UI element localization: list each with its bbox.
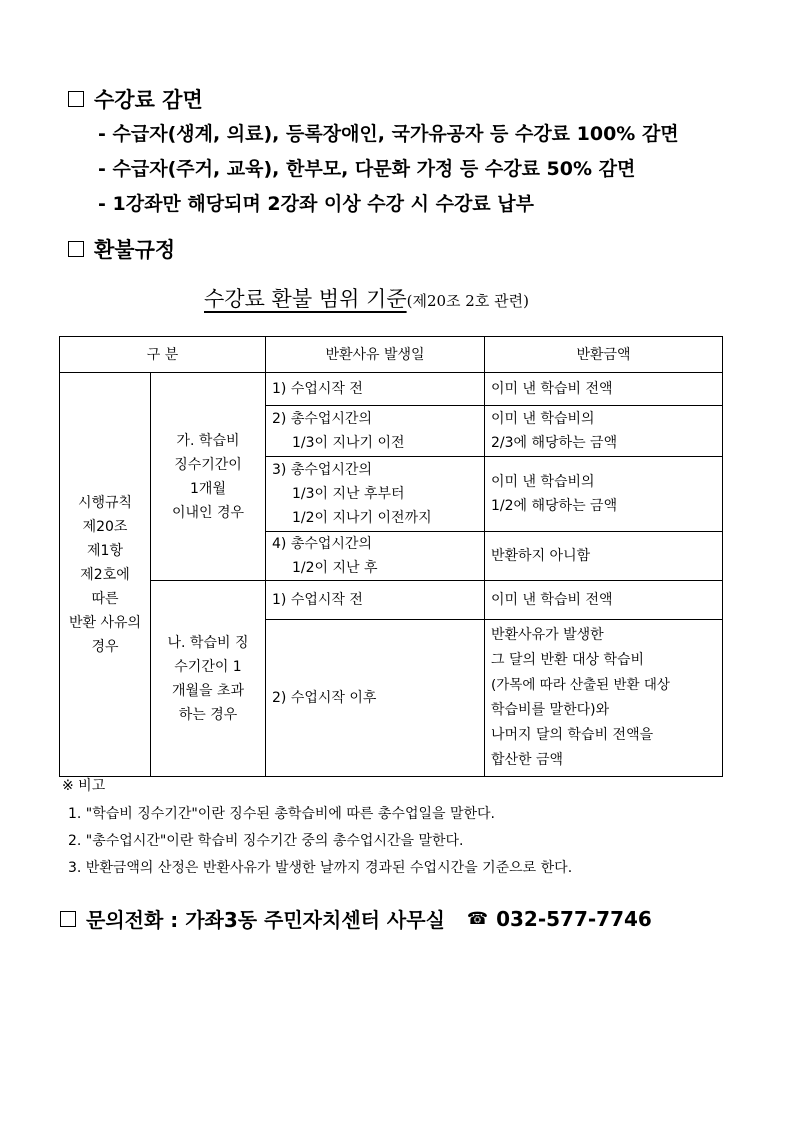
- refund-amount-line: 2/3에 해당하는 금액: [491, 435, 618, 451]
- refund-amount-line: 이미 낸 학습비 전액: [491, 592, 613, 608]
- category-cell: [60, 373, 151, 777]
- group-b-label: [151, 581, 266, 777]
- refund-date-line: 1/3이 지난 후부터: [292, 486, 405, 502]
- refund-amount-cell: [485, 581, 723, 620]
- refund-date-line: 1) 수업시작 전: [272, 381, 363, 397]
- refund-amount-cell: [485, 457, 723, 532]
- refund-date-line: 1/2이 지난 후: [292, 560, 378, 576]
- refund-amount-line: 합산한 금액: [491, 752, 564, 768]
- refund-amount-cell: [485, 373, 723, 406]
- fee-reduction-heading: [68, 84, 203, 114]
- refund-amount-line: 학습비를 말한다)와: [491, 702, 610, 718]
- refund-date-line: 2) 총수업시간의: [272, 411, 372, 427]
- contact-line: [60, 904, 652, 933]
- table-header-row: [60, 337, 723, 373]
- refund-date-cell: [266, 457, 485, 532]
- contact-phone: 032-577-7746: [496, 906, 652, 931]
- group-a-label: [151, 373, 266, 581]
- refund-date-line: 1/3이 지나기 이전: [292, 435, 405, 451]
- table-row: [60, 581, 723, 620]
- refund-amount-line: 1/2에 해당하는 금액: [491, 498, 618, 514]
- refund-amount-line: 이미 낸 학습비의: [491, 474, 595, 490]
- table-title-sub: (제20조 2호 관련): [406, 292, 529, 310]
- refund-amount-line: 반환하지 아니함: [491, 548, 591, 564]
- fee-reduction-title: 수강료 감면: [94, 88, 203, 112]
- refund-date-cell: [266, 620, 485, 777]
- header-refund-date: 반환사유 발생일: [266, 337, 485, 373]
- refund-amount-line: 나머지 달의 학습비 전액을: [491, 727, 654, 743]
- group-a-label-line: 이내인 경우: [171, 504, 245, 521]
- checkbox-icon: [68, 91, 84, 107]
- note-item: 2. "총수업시간"이란 학습비 징수기간 중의 총수업시간을 말한다.: [68, 833, 464, 849]
- refund-date-cell: [266, 406, 485, 457]
- group-b-label-line: 하는 경우: [178, 706, 238, 723]
- group-a-label-line: 1개월: [190, 480, 226, 497]
- category-line: 따른: [91, 590, 119, 607]
- notes-heading: ※ 비고: [62, 778, 106, 794]
- refund-amount-line: 이미 낸 학습비의: [491, 411, 595, 427]
- checkbox-icon: [60, 911, 76, 927]
- note-item: 3. 반환금액의 산정은 반환사유가 발생한 날까지 경과된 수업시간을 기준으로 한다.: [68, 860, 573, 876]
- refund-date-line: 3) 총수업시간의: [272, 462, 372, 478]
- refund-table: [59, 336, 723, 777]
- group-b-label-line: 수기간이 1: [174, 658, 242, 675]
- table-title: [204, 283, 529, 313]
- refund-rules-title: 환불규정: [94, 238, 176, 262]
- refund-amount-line: (가목에 따라 산출된 반환 대상: [491, 677, 670, 693]
- table-title-main: 수강료 환불 범위 기준: [204, 287, 407, 311]
- table-row: [60, 373, 723, 406]
- refund-amount-cell: [485, 406, 723, 457]
- category-line: 제20조: [82, 518, 128, 535]
- refund-amount-cell: [485, 620, 723, 777]
- category-line: 경우: [91, 638, 119, 655]
- contact-label: 문의전화 : 가좌3동 주민자치센터 사무실: [86, 908, 445, 932]
- group-b-label-line: 나. 학습비 징: [167, 634, 249, 651]
- refund-amount-line: 반환사유가 발생한: [491, 627, 604, 643]
- fee-reduction-item: - 수급자(주거, 교육), 한부모, 다문화 가정 등 수강료 50% 감면: [98, 158, 636, 180]
- refund-amount-line: 그 달의 반환 대상 학습비: [491, 652, 645, 668]
- refund-date-line: 4) 총수업시간의: [272, 536, 372, 552]
- checkbox-icon: [68, 241, 84, 257]
- refund-amount-line: 이미 낸 학습비 전액: [491, 381, 613, 397]
- fee-reduction-item: - 1강좌만 해당되며 2강좌 이상 수강 시 수강료 납부: [98, 193, 534, 215]
- category-line: 제1항: [87, 542, 123, 559]
- group-b-label-line: 개월을 초과: [171, 682, 245, 699]
- category-line: 반환 사유의: [68, 614, 142, 631]
- refund-date-cell: [266, 373, 485, 406]
- refund-date-cell: [266, 581, 485, 620]
- refund-date-cell: [266, 532, 485, 581]
- group-a-label-line: 가. 학습비: [176, 432, 240, 449]
- header-refund-amount: 반환금액: [485, 337, 723, 373]
- refund-date-line: 2) 수업시작 이후: [272, 690, 377, 706]
- refund-amount-cell: [485, 532, 723, 581]
- category-line: 시행규칙: [77, 494, 133, 511]
- refund-date-line: 1/2이 지나기 이전까지: [292, 510, 432, 526]
- header-category: 구 분: [60, 337, 266, 373]
- note-item: 1. "학습비 징수기간"이란 징수된 총학습비에 따른 총수업일을 말한다.: [68, 806, 495, 822]
- telephone-icon: ☎: [466, 908, 489, 929]
- group-a-label-line: 징수기간이: [174, 456, 242, 473]
- refund-date-line: 1) 수업시작 전: [272, 592, 363, 608]
- fee-reduction-item: - 수급자(생계, 의료), 등록장애인, 국가유공자 등 수강료 100% 감면: [98, 123, 679, 145]
- category-line: 제2호에: [80, 566, 130, 583]
- refund-rules-heading: [68, 234, 175, 264]
